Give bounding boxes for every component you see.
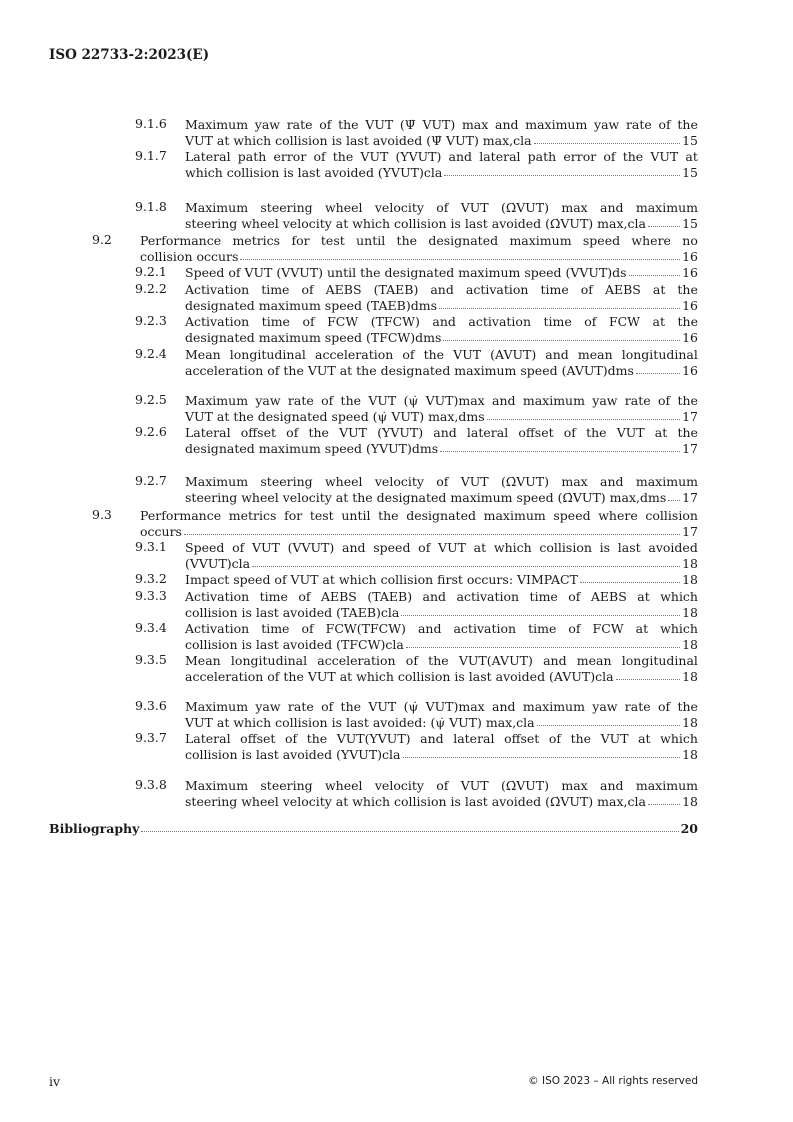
toc-page-number: 17 (682, 523, 698, 539)
dot-leader (403, 757, 681, 758)
toc-text-line: Lateral offset of the VUT(YVUT) and lateral offset of the VUT at which (185, 730, 698, 746)
toc-number: 9.3.4 (135, 620, 167, 635)
toc-number: 9.3.6 (135, 698, 167, 713)
toc-entry-9-3-5[interactable] (135, 652, 698, 686)
toc-entry-9-2-2[interactable] (135, 281, 698, 315)
toc-entry-9-3-8[interactable] (135, 777, 698, 811)
dot-leader (252, 566, 680, 567)
toc-text-line: which collision is last avoided (YVUT)cla (185, 164, 443, 180)
toc-text-line: Performance metrics for test until the designated maximum speed where no (140, 232, 698, 248)
toc-entry-9-3-6[interactable] (135, 698, 698, 732)
toc-text-line: VUT at the designated speed (ψ̇ VUT) max,dms (185, 408, 485, 424)
dot-leader (141, 831, 678, 832)
toc-entry-9-1-7[interactable] (135, 148, 698, 182)
toc-number: 9.3.7 (135, 730, 167, 745)
toc-entry-9-2-6[interactable] (135, 424, 698, 458)
toc-text-line: Impact speed of VUT at which collision first occurs: VIMPACT (185, 571, 578, 587)
toc-page-number: 17 (682, 440, 698, 456)
dot-leader (616, 679, 680, 680)
toc-entry-9-2-3[interactable] (135, 313, 698, 347)
toc-text-line: steering wheel velocity at which collision is last avoided (Ω̇VUT) max,cla (185, 793, 646, 809)
toc-text-line: collision occurs (140, 248, 239, 264)
toc-text-line: Activation time of AEBS (TAEB) and activation time of AEBS at the (185, 281, 698, 297)
toc-text-line: designated maximum speed (TFCW)dms (185, 329, 442, 345)
toc-text-line: Mean longitudinal acceleration of the VUT(AVUT) and mean longitudinal (185, 652, 698, 668)
dot-leader (184, 534, 680, 535)
toc-number: 9.2.2 (135, 281, 167, 296)
toc-page-number: 17 (682, 408, 698, 424)
toc-number: 9.1.8 (135, 199, 167, 214)
toc-page-number: 15 (682, 132, 698, 148)
page-number: iv (49, 1074, 61, 1089)
toc-page-number: 18 (682, 746, 698, 762)
toc-page-number: 18 (682, 668, 698, 684)
dot-leader (440, 451, 680, 452)
toc-page-number: 18 (682, 604, 698, 620)
toc-number: 9.2.4 (135, 346, 167, 361)
dot-leader (443, 340, 680, 341)
toc-entry-9-2-7[interactable] (135, 473, 698, 507)
toc-number: 9.1.6 (135, 116, 167, 131)
toc-page-number: 15 (682, 164, 698, 180)
toc-text-line: designated maximum speed (YVUT)dms (185, 440, 439, 456)
toc-number: 9.1.7 (135, 148, 167, 163)
toc-number: 9.3.8 (135, 777, 167, 792)
toc-text-line: VUT at which collision is last avoided (Ψ̇ VUT) max,cla (185, 132, 532, 148)
dot-leader (534, 143, 680, 144)
toc-text-line: acceleration of the VUT at the designated maximum speed (AVUT)dms (185, 362, 634, 378)
toc-page-number: 17 (682, 489, 698, 505)
toc-page-number: 18 (682, 793, 698, 809)
toc-page-number: 15 (682, 215, 698, 231)
toc-text-line: (VVUT)cla (185, 555, 251, 571)
toc-text-line: steering wheel velocity at the designated maximum speed (Ω̇VUT) max,dms (185, 489, 667, 505)
toc-entry-9-2[interactable] (92, 232, 698, 266)
toc-text-line: VUT at which collision is last avoided: (ψ̇ VUT) max,cla (185, 714, 535, 730)
toc-text-line: designated maximum speed (TAEB)dms (185, 297, 437, 313)
toc-text-line: collision is last avoided (TAEB)cla (185, 604, 400, 620)
toc-entry-9-3-1[interactable] (135, 539, 698, 573)
dot-leader (444, 175, 680, 176)
toc-entry-9-3-2[interactable] (135, 571, 698, 589)
toc-page-number: 16 (682, 264, 698, 280)
toc-text-line: Maximum steering wheel velocity of VUT (Ω̇VUT) max and maximum (185, 473, 698, 489)
toc-entry-9-1-8[interactable] (135, 199, 698, 233)
toc-page-number: 18 (682, 636, 698, 652)
copyright-notice: © ISO 2023 – All rights reserved (528, 1075, 698, 1087)
toc-entry-9-3[interactable] (92, 507, 698, 541)
toc-page-number: 18 (682, 555, 698, 571)
toc-number: 9.2.5 (135, 392, 167, 407)
toc-text-line: Maximum yaw rate of the VUT (Ψ̇ VUT) max and maximum yaw rate of the (185, 116, 698, 132)
toc-text-line: Mean longitudinal acceleration of the VUT (AVUT) and mean longitudinal (185, 346, 698, 362)
toc-text-line: acceleration of the VUT at which collision is last avoided (AVUT)cla (185, 668, 614, 684)
toc-page-number: 16 (682, 362, 698, 378)
toc-page-number: 16 (682, 297, 698, 313)
toc-text-line: Performance metrics for test until the designated maximum speed where collision (140, 507, 698, 523)
toc-entry-9-1-6[interactable] (135, 116, 698, 150)
toc-text-line: Lateral path error of the VUT (YVUT) and lateral path error of the VUT at (185, 148, 698, 164)
dot-leader (636, 373, 680, 374)
dot-leader (487, 419, 680, 420)
toc-number: 9.2.3 (135, 313, 167, 328)
toc-text-line: collision is last avoided (TFCW)cla (185, 636, 404, 652)
toc-number: 9.2.6 (135, 424, 167, 439)
toc-text-line: Speed of VUT (VVUT) until the designated maximum speed (VVUT)ds (185, 264, 627, 280)
toc-text-line: Activation time of AEBS (TAEB) and activation time of AEBS at which (185, 588, 698, 604)
toc-number: 9.2 (92, 232, 112, 247)
dot-leader (648, 226, 680, 227)
dot-leader (401, 615, 680, 616)
dot-leader (240, 259, 680, 260)
toc-entry-9-3-3[interactable] (135, 588, 698, 622)
toc-text-line: Activation time of FCW(TFCW) and activation time of FCW at which (185, 620, 698, 636)
toc-text-line: Maximum steering wheel velocity of VUT (Ω̇VUT) max and maximum (185, 199, 698, 215)
toc-number: 9.3.2 (135, 571, 167, 586)
toc-number: 9.3 (92, 507, 112, 522)
toc-number: 9.3.1 (135, 539, 167, 554)
toc-entry-9-2-5[interactable] (135, 392, 698, 426)
dot-leader (668, 500, 680, 501)
dot-leader (406, 647, 680, 648)
toc-entry-9-3-7[interactable] (135, 730, 698, 764)
dot-leader (537, 725, 680, 726)
toc-number: 9.3.3 (135, 588, 167, 603)
toc-text-line: Speed of VUT (VVUT) and speed of VUT at which collision is last avoided (185, 539, 698, 555)
toc-page-number: 16 (682, 329, 698, 345)
toc-text-line: collision is last avoided (YVUT)cla (185, 746, 401, 762)
toc-entry-9-2-4[interactable] (135, 346, 698, 380)
toc-page-number: 18 (682, 714, 698, 730)
toc-page-number: 18 (682, 571, 698, 587)
toc-entry-bibliography[interactable] (49, 820, 698, 838)
toc-text-line: Maximum yaw rate of the VUT (ψ̇ VUT)max and maximum yaw rate of the (185, 698, 698, 714)
toc-number: 9.3.5 (135, 652, 167, 667)
toc-text-line: Maximum yaw rate of the VUT (ψ̇ VUT)max and maximum yaw rate of the (185, 392, 698, 408)
toc-text-line: Maximum steering wheel velocity of VUT (Ω̇VUT) max and maximum (185, 777, 698, 793)
dot-leader (580, 582, 680, 583)
dot-leader (648, 804, 680, 805)
toc-text-line: steering wheel velocity at which collision is last avoided (Ω̇VUT) max,cla (185, 215, 646, 231)
toc-number: 9.2.1 (135, 264, 167, 279)
toc-text-line: Lateral offset of the VUT (YVUT) and lateral offset of the VUT at the (185, 424, 698, 440)
toc-text-line: occurs (140, 523, 182, 539)
toc-page-number: 20 (680, 820, 698, 836)
toc-entry-9-3-4[interactable] (135, 620, 698, 654)
document-header: ISO 22733-2:2023(E) (49, 47, 210, 63)
toc-entry-9-2-1[interactable] (135, 264, 698, 282)
toc-text-line: Activation time of FCW (TFCW) and activation time of FCW at the (185, 313, 698, 329)
dot-leader (629, 275, 680, 276)
dot-leader (439, 308, 680, 309)
toc-text-line: Bibliography (49, 820, 140, 836)
toc-page-number: 16 (682, 248, 698, 264)
toc-number: 9.2.7 (135, 473, 167, 488)
